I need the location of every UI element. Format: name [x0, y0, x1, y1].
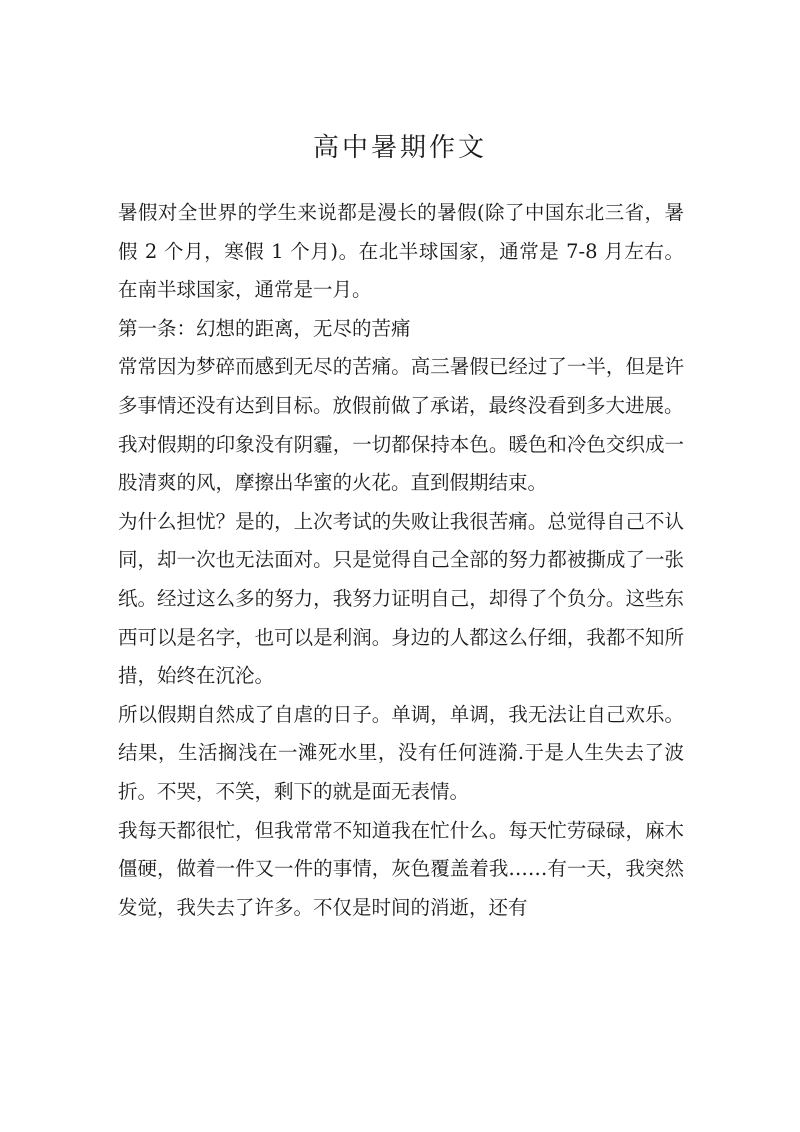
paragraph: 暑假对全世界的学生来说都是漫长的暑假(除了中国东北三省，暑假 2 个月，寒假 1 个月)。在北半球国家，通常是 7-8 月左右。在南半球国家，通常是一月。 [118, 201, 684, 302]
paragraph: 我对假期的印象没有阴霾，一切都保持本色。暖色和冷色交织成一股清爽的风，摩擦出华蜜的火花。直到假期结束。 [118, 432, 684, 495]
section-heading: 第一条：幻想的距离，无尽的苦痛 [118, 316, 411, 340]
paragraph: 所以假期自然成了自虐的日子。单调，单调，我无法让自己欢乐。结果，生活搁浅在一滩死水里，没有任何涟漪.于是人生失去了波折。不哭，不笑，剩下的就是面无表情。 [118, 702, 684, 803]
document-title: 高中暑期作文 [312, 133, 487, 163]
paragraph: 为什么担忧？是的，上次考试的失败让我很苦痛。总觉得自己不认同，却一次也无法面对。只是觉得自己全部的努力都被撕成了一张纸。经过这么多的努力，我努力证明自己，却得了个负分。这些东西可以是名字，也可以是利润。身边的人都这么仔细，我都不知所措，始终在沉沦。 [118, 509, 684, 688]
document-body [118, 194, 684, 927]
paragraph: 我每天都很忙，但我常常不知道我在忙什么。每天忙劳碌碌，麻木僵硬，做着一件又一件的事情，灰色覆盖着我……有一天，我突然发觉，我失去了许多。不仅是时间的消逝，还有 [118, 818, 684, 919]
paragraph: 常常因为梦碎而感到无尽的苦痛。高三暑假已经过了一半，但是许多事情还没有达到目标。放假前做了承诺，最终没看到多大进展。 [118, 355, 684, 417]
